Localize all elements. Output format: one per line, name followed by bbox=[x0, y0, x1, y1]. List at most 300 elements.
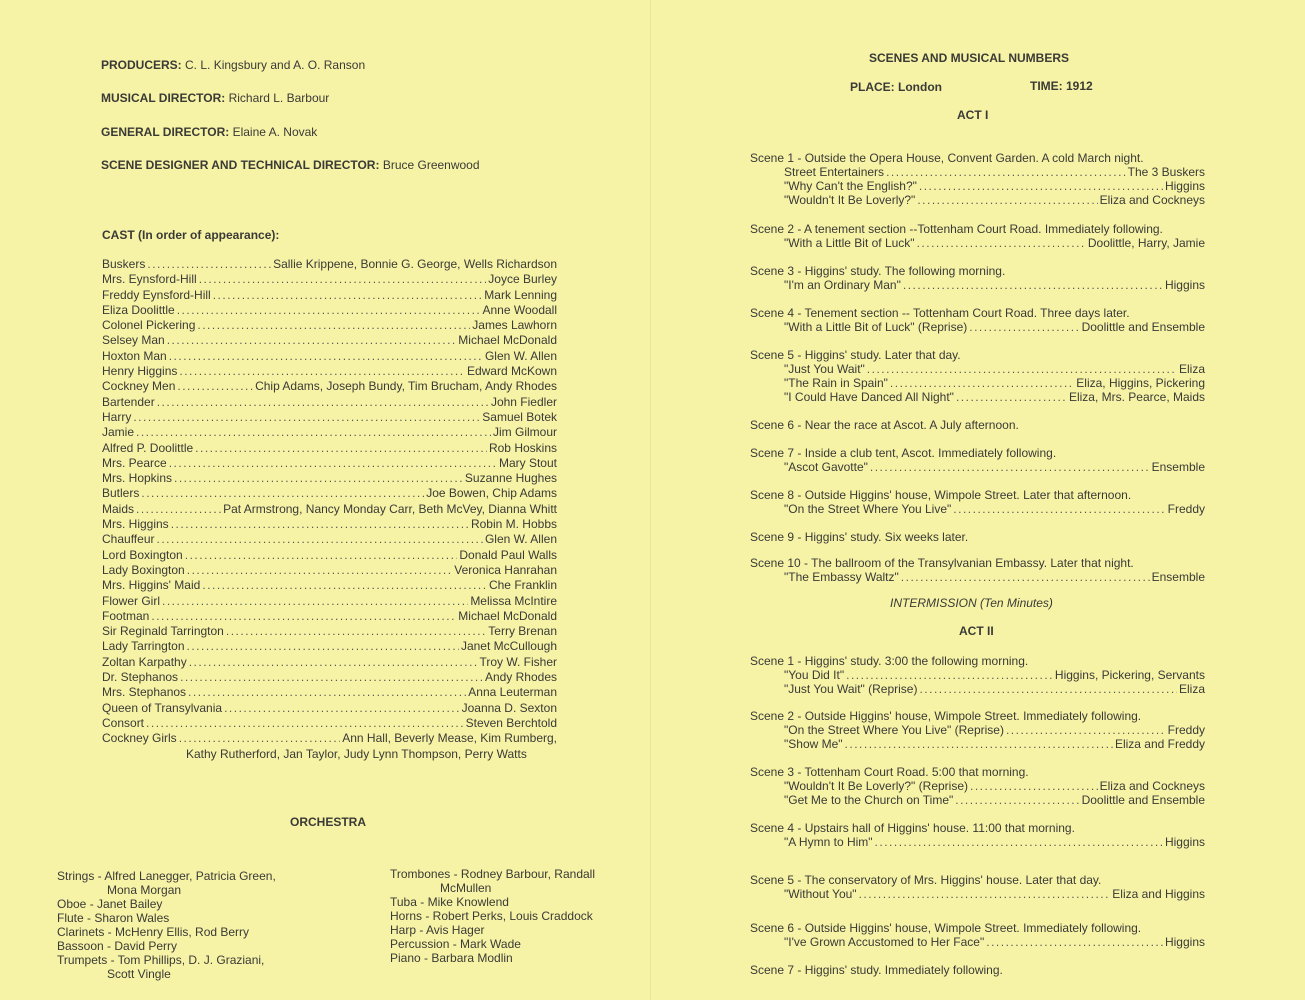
cast-role: Mrs. Hopkins bbox=[102, 471, 173, 486]
dotted-row bbox=[102, 395, 557, 410]
dot-leader bbox=[169, 349, 483, 363]
cast-role: Bartender bbox=[102, 394, 155, 409]
dot-leader bbox=[202, 578, 487, 592]
dot-leader bbox=[162, 594, 468, 608]
dotted-row bbox=[102, 303, 557, 318]
cast-actor: Robin M. Hobbs bbox=[470, 517, 557, 532]
cast-actor: Terry Brenan bbox=[488, 624, 557, 639]
scene-title: Scene 6 - Near the race at Ascot. A July afternoon. bbox=[750, 418, 1019, 432]
dotted-row bbox=[102, 379, 557, 394]
dotted-row bbox=[102, 685, 557, 700]
scene-title: Scene 7 - Inside a club tent, Ascot. Immediately following. bbox=[750, 446, 1057, 460]
scene-songs bbox=[750, 668, 1205, 696]
song-title: "I've Grown Accustomed to Her Face" bbox=[784, 935, 985, 949]
song-title: "Show Me" bbox=[784, 737, 843, 751]
cast-actor: Anna Leuterman bbox=[468, 685, 557, 700]
dot-leader bbox=[133, 410, 480, 424]
cast-actor: John Fiedler bbox=[490, 394, 557, 409]
scene-songs bbox=[750, 779, 1205, 807]
scene-title: Scene 2 - A tenement section --Tottenham Court Road. Immediately following. bbox=[750, 222, 1163, 236]
cast-role: Mrs. Pearce bbox=[102, 455, 167, 470]
cast-actor: Joe Bowen, Chip Adams bbox=[426, 486, 557, 501]
song-title: Street Entertainers bbox=[784, 165, 885, 179]
song-performer: Freddy bbox=[1167, 723, 1205, 737]
song-performer: Higgins, Pickering, Servants bbox=[1054, 668, 1205, 682]
song-performer: Higgins bbox=[1164, 278, 1205, 292]
dot-leader bbox=[917, 193, 1097, 207]
cast-actor: Pat Armstrong, Nancy Monday Carr, Beth McVey, Dianna Whitt bbox=[223, 501, 557, 516]
credit-label: PRODUCERS: bbox=[101, 58, 182, 72]
cast-role: Colonel Pickering bbox=[102, 318, 196, 333]
dot-leader bbox=[179, 731, 341, 745]
song-performer: Ensemble bbox=[1151, 570, 1205, 584]
dot-leader bbox=[845, 737, 1113, 751]
cast-role: Freddy Eynsford-Hill bbox=[102, 287, 211, 302]
scene-songs bbox=[750, 502, 1205, 516]
scene-songs bbox=[750, 236, 1205, 250]
cast-role: Maids bbox=[102, 501, 135, 516]
credit-label: GENERAL DIRECTOR: bbox=[101, 125, 230, 139]
dotted-row bbox=[102, 318, 557, 333]
scene-title: Scene 9 - Higgins' study. Six weeks later. bbox=[750, 530, 969, 544]
scene-block bbox=[750, 306, 1205, 334]
dot-leader bbox=[919, 682, 1177, 696]
scene-title: Scene 6 - Outside Higgins' house, Wimpole Street. Immediately following. bbox=[750, 921, 1142, 935]
cast-role: Henry Higgins bbox=[102, 364, 178, 379]
song-performer: Eliza and Cockneys bbox=[1099, 193, 1205, 207]
song-title: "The Rain in Spain" bbox=[784, 376, 888, 390]
song-title: "The Embassy Waltz" bbox=[784, 570, 899, 584]
scene-block bbox=[750, 556, 1205, 584]
song-title: "You Did It" bbox=[784, 668, 845, 682]
dot-leader bbox=[867, 362, 1177, 376]
cast-actor: Anne Woodall bbox=[482, 302, 557, 317]
dot-leader bbox=[846, 668, 1053, 682]
song-title: "On the Street Where You Live" bbox=[784, 502, 952, 516]
scene-block bbox=[750, 418, 1205, 432]
scene-songs bbox=[750, 723, 1205, 751]
dot-leader bbox=[890, 376, 1074, 390]
dot-leader bbox=[151, 609, 456, 623]
scene-title: Scene 4 - Tenement section -- Tottenham Court Road. Three days later. bbox=[750, 306, 1130, 320]
dot-leader bbox=[136, 502, 221, 516]
dot-leader bbox=[187, 563, 453, 577]
cast-actor: Janet McCullough bbox=[460, 639, 557, 654]
cast-role: Sir Reginald Tarrington bbox=[102, 624, 224, 639]
dotted-row bbox=[102, 578, 557, 593]
dot-leader bbox=[970, 779, 1098, 793]
cast-role: Eliza Doolittle bbox=[102, 302, 175, 317]
orchestra-line: Trumpets - Tom Phillips, D. J. Graziani, bbox=[57, 953, 265, 967]
song-title: "Just You Wait" bbox=[784, 362, 865, 376]
cast-actor: Ann Hall, Beverly Mease, Kim Rumberg, bbox=[342, 731, 557, 746]
cast-actor: Che Franklin bbox=[488, 578, 557, 593]
scene-block bbox=[750, 530, 1205, 544]
scene-title: Scene 3 - Tottenham Court Road. 5:00 that morning. bbox=[750, 765, 1029, 779]
scene-songs bbox=[750, 278, 1205, 292]
song-title: "Ascot Gavotte" bbox=[784, 460, 868, 474]
scene-songs bbox=[750, 835, 1205, 849]
cast-actor: Andy Rhodes bbox=[484, 670, 557, 685]
dot-leader bbox=[156, 532, 482, 546]
scene-title: Scene 4 - Upstairs hall of Higgins' house. 11:00 that morning. bbox=[750, 821, 1075, 835]
dotted-row bbox=[102, 532, 557, 547]
song-performer: Higgins bbox=[1164, 935, 1205, 949]
cast-role: Harry bbox=[102, 409, 132, 424]
dotted-row bbox=[784, 887, 1205, 901]
scene-title: Scene 8 - Outside Higgins' house, Wimpole Street. Later that afternoon. bbox=[750, 488, 1132, 502]
scene-block bbox=[750, 963, 1205, 977]
scenes-heading: SCENES AND MUSICAL NUMBERS bbox=[869, 51, 1070, 65]
dot-leader bbox=[903, 278, 1163, 292]
cast-actor: Glen W. Allen bbox=[484, 348, 557, 363]
song-performer: Eliza bbox=[1178, 362, 1205, 376]
cast-heading: CAST (In order of appearance): bbox=[102, 228, 280, 242]
dotted-row bbox=[102, 701, 557, 716]
act-one-heading: ACT I bbox=[957, 108, 989, 122]
cast-actor: Steven Berchtold bbox=[465, 715, 557, 730]
credit-musical-director bbox=[101, 91, 329, 105]
scene-block bbox=[750, 348, 1205, 404]
dotted-row bbox=[102, 563, 557, 578]
scene-block bbox=[750, 654, 1205, 696]
scene-title: Scene 10 - The ballroom of the Transylvanian Embassy. Later that night. bbox=[750, 556, 1134, 570]
song-title: "With a Little Bit of Luck" bbox=[784, 236, 915, 250]
dot-leader bbox=[171, 517, 469, 531]
orchestra-line: Trombones - Rodney Barbour, Randall bbox=[390, 867, 595, 881]
credit-general-director bbox=[101, 125, 317, 139]
dot-leader bbox=[197, 318, 470, 332]
cast-role: Lady Tarrington bbox=[102, 639, 185, 654]
dotted-row bbox=[102, 548, 557, 563]
orchestra-heading: ORCHESTRA bbox=[290, 815, 367, 829]
song-performer: Eliza, Higgins, Pickering bbox=[1076, 376, 1205, 390]
scene-title: Scene 5 - Higgins' study. Later that day. bbox=[750, 348, 961, 362]
dot-leader bbox=[141, 486, 424, 500]
cast-role: Cockney Girls bbox=[102, 731, 177, 746]
dotted-row bbox=[102, 364, 557, 379]
dot-leader bbox=[917, 236, 1086, 250]
orchestra-line: Oboe - Janet Bailey bbox=[57, 897, 163, 911]
cast-role: Alfred P. Doolittle bbox=[102, 440, 194, 455]
dotted-row bbox=[784, 737, 1205, 751]
dotted-row bbox=[784, 236, 1205, 250]
song-title: "A Hymn to Him" bbox=[784, 835, 873, 849]
orchestra-left-column bbox=[57, 869, 276, 981]
orchestra-line: Piano - Barbara Modlin bbox=[390, 951, 513, 965]
credit-value: Richard L. Barbour bbox=[228, 91, 330, 105]
dotted-row bbox=[102, 288, 557, 303]
dotted-row bbox=[102, 257, 557, 272]
cast-role: Lord Boxington bbox=[102, 547, 183, 562]
cast-role: Mrs. Stephanos bbox=[102, 685, 187, 700]
orchestra-line: Tuba - Mike Knowlend bbox=[390, 895, 509, 909]
dot-leader bbox=[226, 624, 486, 638]
cast-actor: Samuel Botek bbox=[482, 409, 557, 424]
dotted-row bbox=[784, 362, 1205, 376]
dot-leader bbox=[955, 793, 1079, 807]
song-performer: Eliza, Mrs. Pearce, Maids bbox=[1068, 390, 1205, 404]
cast-role: Flower Girl bbox=[102, 593, 161, 608]
dot-leader bbox=[199, 272, 487, 286]
scene-block bbox=[750, 488, 1205, 516]
song-performer: Ensemble bbox=[1151, 460, 1205, 474]
dotted-row bbox=[784, 460, 1205, 474]
song-title: "I'm an Ordinary Man" bbox=[784, 278, 901, 292]
dot-leader bbox=[188, 685, 466, 699]
cast-actor: James Lawhorn bbox=[472, 318, 557, 333]
dotted-row bbox=[102, 441, 557, 456]
dotted-row bbox=[102, 456, 557, 471]
song-performer: The 3 Buskers bbox=[1127, 165, 1205, 179]
dotted-row bbox=[102, 609, 557, 624]
cast-actor: Rob Hoskins bbox=[488, 440, 557, 455]
dotted-row bbox=[784, 320, 1205, 334]
dot-leader bbox=[136, 425, 491, 439]
song-title: "Wouldn't It Be Loverly?" (Reprise) bbox=[784, 779, 968, 793]
cast-role: Footman bbox=[102, 608, 150, 623]
dotted-row bbox=[784, 835, 1205, 849]
cast-role: Jamie bbox=[102, 425, 135, 440]
time-label: TIME: 1912 bbox=[1030, 79, 1093, 93]
dot-leader bbox=[859, 887, 1111, 901]
credit-label: MUSICAL DIRECTOR: bbox=[101, 91, 226, 105]
cast-role: Mrs. Eynsford-Hill bbox=[102, 272, 197, 287]
dotted-row bbox=[784, 682, 1205, 696]
cast-actor: Michael McDonald bbox=[458, 333, 557, 348]
dot-leader bbox=[177, 379, 253, 393]
credit-scene-designer bbox=[101, 158, 480, 172]
cast-role: Consort bbox=[102, 715, 145, 730]
dotted-row bbox=[102, 486, 557, 501]
credit-producers bbox=[101, 58, 365, 72]
cast-actor: Melissa McIntire bbox=[470, 593, 557, 608]
dotted-row bbox=[784, 570, 1205, 584]
orchestra-line-cont: Scott Vingle bbox=[107, 967, 171, 981]
dotted-row bbox=[102, 272, 557, 287]
scene-songs bbox=[750, 887, 1205, 901]
dot-leader bbox=[169, 456, 497, 470]
scene-title: Scene 7 - Higgins' study. Immediately following. bbox=[750, 963, 1003, 977]
song-performer: Doolittle, Harry, Jamie bbox=[1087, 236, 1205, 250]
credit-value: C. L. Kingsbury and A. O. Ranson bbox=[185, 58, 366, 72]
song-performer: Eliza and Cockneys bbox=[1099, 779, 1205, 793]
dotted-row bbox=[784, 779, 1205, 793]
scene-block bbox=[750, 921, 1205, 949]
dotted-row bbox=[102, 502, 557, 517]
song-title: "I Could Have Danced All Night" bbox=[784, 390, 954, 404]
song-performer: Higgins bbox=[1164, 835, 1205, 849]
dotted-row bbox=[102, 517, 557, 532]
cast-role: Dr. Stephanos bbox=[102, 670, 179, 685]
dotted-row bbox=[102, 349, 557, 364]
orchestra-line: Harp - Avis Hager bbox=[390, 923, 485, 937]
scene-block bbox=[750, 264, 1205, 292]
cast-actor: Joyce Burley bbox=[488, 272, 557, 287]
orchestra-line-cont: McMullen bbox=[440, 881, 492, 895]
orchestra-line: Strings - Alfred Lanegger, Patricia Green, bbox=[57, 869, 276, 883]
song-title: "On the Street Where You Live" (Reprise) bbox=[784, 723, 1004, 737]
song-performer: Eliza bbox=[1178, 682, 1205, 696]
cast-role: Chauffeur bbox=[102, 532, 155, 547]
dotted-row bbox=[784, 668, 1205, 682]
cast-actor: Joanna D. Sexton bbox=[461, 700, 557, 715]
song-performer: Doolittle and Ensemble bbox=[1081, 793, 1205, 807]
dot-leader bbox=[179, 364, 465, 378]
dot-leader bbox=[177, 303, 481, 317]
dot-leader bbox=[147, 257, 271, 271]
cast-list bbox=[102, 257, 557, 762]
dot-leader bbox=[185, 548, 458, 562]
cast-role: Mrs. Higgins bbox=[102, 517, 169, 532]
dotted-row bbox=[784, 390, 1205, 404]
dot-leader bbox=[901, 570, 1150, 584]
cast-role: Hoxton Man bbox=[102, 348, 167, 363]
act-two-heading: ACT II bbox=[959, 624, 994, 638]
dotted-row bbox=[102, 670, 557, 685]
cast-actor: Mark Lenning bbox=[484, 287, 557, 302]
dot-leader bbox=[187, 639, 459, 653]
credit-value: Bruce Greenwood bbox=[382, 158, 480, 172]
dot-leader bbox=[1006, 723, 1166, 737]
dotted-row bbox=[102, 639, 557, 654]
dotted-row bbox=[784, 193, 1205, 207]
dot-leader bbox=[189, 655, 478, 669]
scene-block bbox=[750, 222, 1205, 250]
orchestra-right-column bbox=[390, 867, 595, 965]
cast-actor: Suzanne Hughes bbox=[464, 471, 557, 486]
song-title: "Without You" bbox=[784, 887, 857, 901]
dotted-row bbox=[102, 425, 557, 440]
cast-role: Zoltan Karpathy bbox=[102, 654, 187, 669]
song-performer: Freddy bbox=[1167, 502, 1205, 516]
dotted-row bbox=[102, 471, 557, 486]
dot-leader bbox=[886, 165, 1126, 179]
credit-value: Elaine A. Novak bbox=[232, 125, 318, 139]
dotted-row bbox=[784, 502, 1205, 516]
scene-songs bbox=[750, 165, 1205, 207]
dotted-row bbox=[102, 594, 557, 609]
song-title: "Just You Wait" (Reprise) bbox=[784, 682, 918, 696]
dotted-row bbox=[102, 731, 557, 746]
song-performer: Higgins bbox=[1164, 179, 1205, 193]
dot-leader bbox=[146, 716, 464, 730]
cast-role: Mrs. Higgins' Maid bbox=[102, 578, 201, 593]
cast-actor: Sallie Krippene, Bonnie G. George, Wells Richardson bbox=[273, 257, 557, 271]
dot-leader bbox=[180, 670, 483, 684]
cast-role: Queen of Transylvania bbox=[102, 700, 223, 715]
dot-leader bbox=[919, 179, 1163, 193]
dot-leader bbox=[969, 320, 1079, 334]
scene-block bbox=[750, 873, 1205, 901]
scene-block bbox=[750, 765, 1205, 807]
scene-songs bbox=[750, 320, 1205, 334]
cast-actor: Glen W. Allen bbox=[484, 532, 557, 547]
scene-title: Scene 1 - Outside the Opera House, Convent Garden. A cold March night. bbox=[750, 151, 1144, 165]
cast-actor: Mary Stout bbox=[498, 455, 557, 470]
song-title: "Get Me to the Church on Time" bbox=[784, 793, 954, 807]
scene-songs bbox=[750, 460, 1205, 474]
song-performer: Doolittle and Ensemble bbox=[1081, 320, 1205, 334]
dot-leader bbox=[956, 390, 1067, 404]
dot-leader bbox=[986, 935, 1163, 949]
song-performer: Eliza and Higgins bbox=[1112, 887, 1205, 901]
scene-songs bbox=[750, 570, 1205, 584]
dotted-row bbox=[784, 935, 1205, 949]
scene-title: Scene 1 - Higgins' study. 3:00 the following morning. bbox=[750, 654, 1029, 668]
orchestra-line: Clarinets - McHenry Ellis, Rod Berry bbox=[57, 925, 250, 939]
cast-role: Selsey Man bbox=[102, 333, 165, 348]
scene-title: Scene 5 - The conservatory of Mrs. Higgins' house. Later that day. bbox=[750, 873, 1102, 887]
cast-continuation: Kathy Rutherford, Jan Taylor, Judy Lynn Thompson, Perry Watts bbox=[186, 746, 527, 761]
orchestra-line: Flute - Sharon Wales bbox=[57, 911, 170, 925]
cast-actor: Chip Adams, Joseph Bundy, Tim Brucham, Andy Rhodes bbox=[255, 379, 557, 394]
dotted-row bbox=[784, 793, 1205, 807]
dot-leader bbox=[213, 288, 483, 302]
cast-role: Buskers bbox=[102, 257, 146, 271]
cast-actor: Donald Paul Walls bbox=[459, 547, 557, 562]
scene-block bbox=[750, 709, 1205, 751]
cast-actor: Edward McKown bbox=[466, 364, 557, 379]
dotted-row bbox=[784, 278, 1205, 292]
dot-leader bbox=[224, 701, 460, 715]
cast-actor: Michael McDonald bbox=[458, 608, 557, 623]
credit-label: SCENE DESIGNER AND TECHNICAL DIRECTOR: bbox=[101, 158, 380, 172]
dotted-row bbox=[784, 376, 1205, 390]
dotted-row bbox=[102, 410, 557, 425]
dot-leader bbox=[875, 835, 1163, 849]
orchestra-line: Bassoon - David Perry bbox=[57, 939, 178, 953]
song-title: "With a Little Bit of Luck" (Reprise) bbox=[784, 320, 968, 334]
cast-actor: Troy W. Fisher bbox=[479, 654, 557, 669]
orchestra-line: Horns - Robert Perks, Louis Craddock bbox=[390, 909, 593, 923]
dotted-row bbox=[784, 179, 1205, 193]
dot-leader bbox=[157, 395, 489, 409]
cast-actor: Jim Gilmour bbox=[492, 425, 557, 440]
dot-leader bbox=[953, 502, 1165, 516]
cast-actor: Veronica Hanrahan bbox=[454, 562, 557, 577]
dotted-row bbox=[784, 723, 1205, 737]
orchestra-line: Percussion - Mark Wade bbox=[390, 937, 521, 951]
place-label: PLACE: London bbox=[850, 80, 942, 94]
right-page bbox=[650, 0, 1305, 1000]
dotted-row bbox=[784, 165, 1205, 179]
scene-block bbox=[750, 821, 1205, 849]
orchestra-line-cont: Mona Morgan bbox=[107, 883, 182, 897]
scene-songs bbox=[750, 362, 1205, 404]
scene-title: Scene 3 - Higgins' study. The following morning. bbox=[750, 264, 1006, 278]
song-title: "Why Can't the English?" bbox=[784, 179, 917, 193]
intermission-label: INTERMISSION (Ten Minutes) bbox=[890, 596, 1053, 610]
scene-title: Scene 2 - Outside Higgins' house, Wimpole Street. Immediately following. bbox=[750, 709, 1142, 723]
dotted-row bbox=[102, 624, 557, 639]
cast-role: Lady Boxington bbox=[102, 562, 185, 577]
left-page bbox=[0, 0, 650, 1000]
song-title: "Wouldn't It Be Loverly?" bbox=[784, 193, 916, 207]
scene-block bbox=[750, 446, 1205, 474]
dotted-row bbox=[102, 716, 557, 731]
dotted-row bbox=[102, 333, 557, 348]
dot-leader bbox=[195, 441, 487, 455]
scene-block bbox=[750, 151, 1205, 207]
cast-role: Cockney Men bbox=[102, 379, 176, 394]
scene-songs bbox=[750, 935, 1205, 949]
dotted-row bbox=[102, 655, 557, 670]
song-performer: Eliza and Freddy bbox=[1114, 737, 1205, 751]
dot-leader bbox=[167, 333, 457, 347]
dot-leader bbox=[870, 460, 1150, 474]
dot-leader bbox=[174, 471, 463, 485]
